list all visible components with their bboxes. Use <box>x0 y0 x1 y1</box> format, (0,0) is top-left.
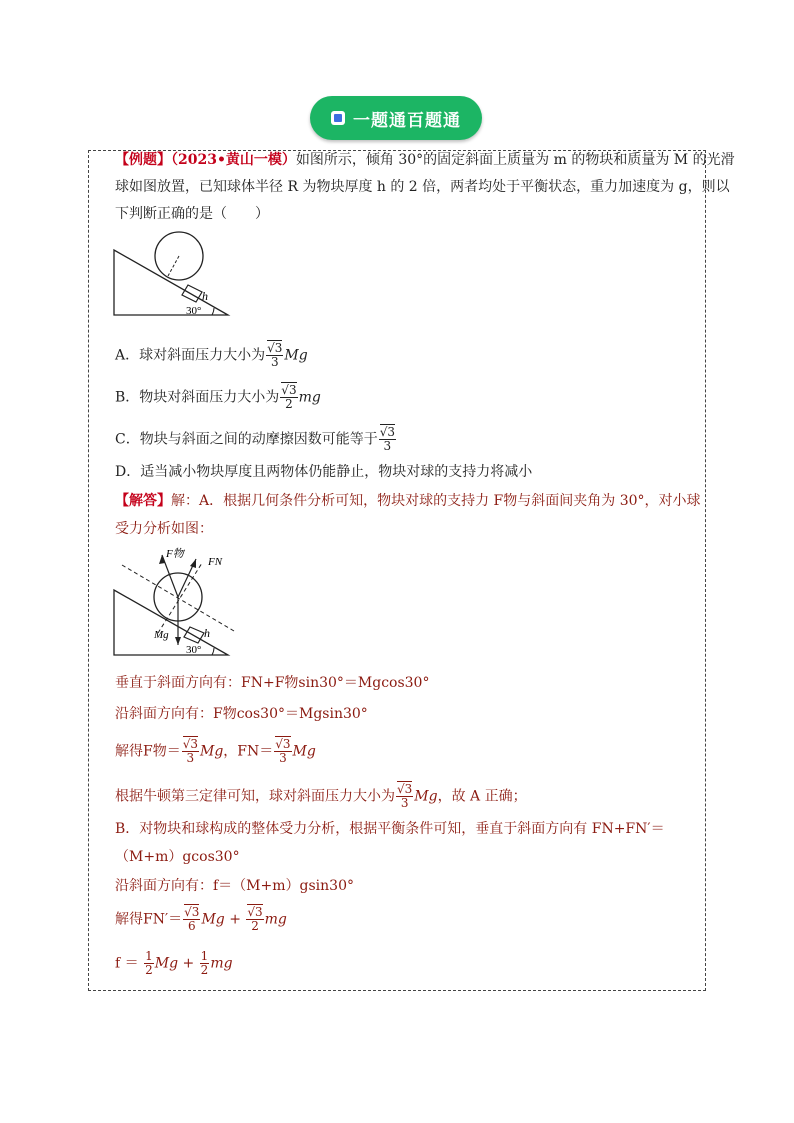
answer-solve: 解得F物＝ $\frac{√3}{3}$ Mg，FN＝ $\frac{√3}{3}$ Mg <box>115 737 316 765</box>
option-b: B．物块对斜面压力大小为 $\frac{√3}{2}$ mg <box>115 383 321 411</box>
fig2-fn-label: FN <box>208 556 223 568</box>
problem-source: （2023•黄山一模） <box>171 152 296 168</box>
answer-lead: 【解答】 <box>115 493 171 509</box>
problem-line-2: 球如图放置，已知球体半径 R 为物块厚度 h 的 2 倍，两者均处于平衡状态，重力加速度为 g，则以 <box>115 179 730 195</box>
section-badge <box>310 96 482 140</box>
option-c: C．物块与斜面之间的动摩擦因数可能等于 $\frac{√3}{3}$ <box>115 425 395 453</box>
answer-perp: 垂直于斜面方向有：FN+F物sin30°＝Mgcos30° <box>115 675 430 691</box>
fig2-angle-label: 30° <box>186 644 202 656</box>
badge-label: 一题通百题通 <box>353 110 461 131</box>
answer-friction: f ＝ $\frac{1}{2}$ Mg + $\frac{1}{2}$ mg <box>115 949 233 977</box>
answer-line-1: 【解答】解：A．根据几何条件分析可知，物块对球的支持力 F物与斜面间夹角为 30°，对小球 <box>115 493 701 509</box>
badge-icon <box>331 111 345 125</box>
fig2-mg-label: Mg <box>154 629 169 641</box>
problem-line-3: 下判断正确的是（ ） <box>115 206 269 222</box>
answer-along: 沿斜面方向有：F物cos30°＝Mgsin30° <box>115 706 368 722</box>
option-d: D．适当减小物块厚度且两物体仍能静止，物块对球的支持力将减小 <box>115 464 533 480</box>
problem-lead: 【例题】 <box>115 152 171 168</box>
answer-b-along: 沿斜面方向有：f＝（M+m）gsin30° <box>115 878 354 894</box>
answer-newton: 根据牛顿第三定律可知，球对斜面压力大小为 $\frac{√3}{3}$ Mg，故 A 正确； <box>115 782 527 810</box>
fig2-fobj-label: F物 <box>166 548 184 560</box>
problem-line-1 <box>115 150 735 170</box>
answer-b-line-2: （M+m）gcos30° <box>115 849 240 865</box>
answer-b-line-1: B．对物块和球构成的整体受力分析，根据平衡条件可知，垂直于斜面方向有 FN+FN′＝ <box>115 821 665 837</box>
fig1-h-label: h <box>202 289 208 303</box>
answer-fn-prime: 解得FN′＝ $\frac{√3}{6}$ Mg + $\frac{√3}{2}$ mg <box>115 905 287 933</box>
force-diagram <box>110 545 240 660</box>
answer-line-2: 受力分析如图： <box>115 521 213 537</box>
option-a: A．球对斜面压力大小为 $\frac{√3}{3}$ Mg <box>115 341 308 369</box>
fig2-h-label: h <box>204 626 210 640</box>
fig1-angle-label: 30° <box>186 305 202 317</box>
problem-text-1: 如图所示，倾角 30°的固定斜面上质量为 m 的物块和质量为 M 的光滑 <box>295 152 735 168</box>
incline-figure <box>110 228 234 320</box>
